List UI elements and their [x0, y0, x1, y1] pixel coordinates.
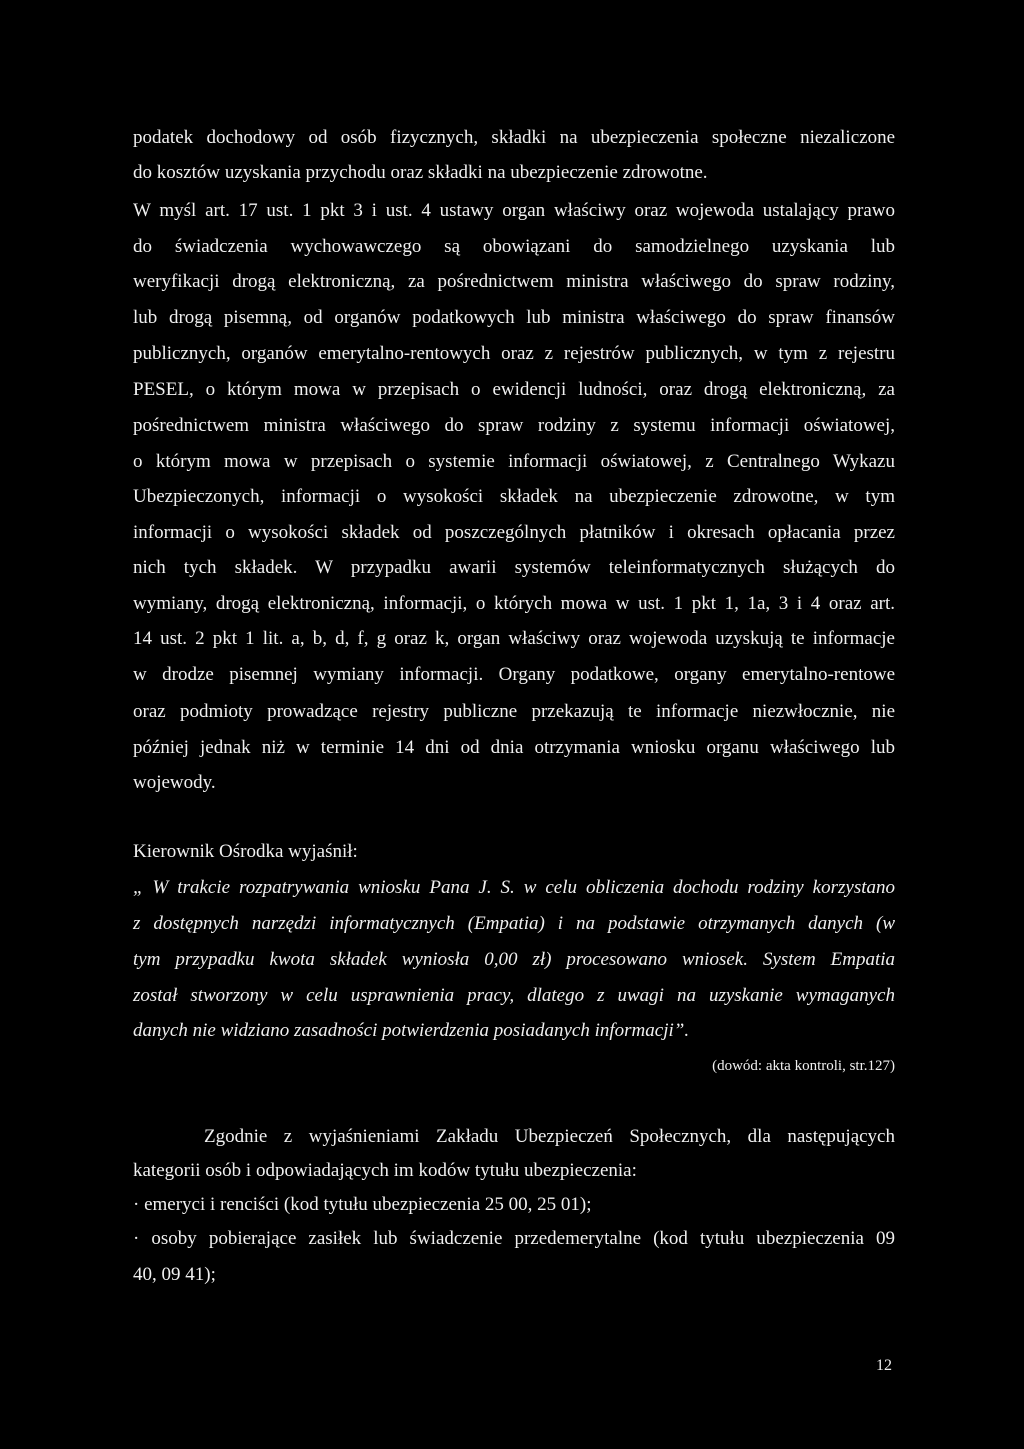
text-line: podatek dochodowy od osób fizycznych, składki na ubezpieczenia społeczne niezaliczone: [133, 127, 895, 148]
text-line: 40, 09 41);: [133, 1264, 216, 1285]
text-line: wymiany, drogą elektroniczną, informacji, o których mowa w ust. 1 pkt 1, 1a, 3 i 4 oraz art.: [133, 593, 895, 614]
quote-line: danych nie widziano zasadności potwierdzenia posiadanych informacji”.: [133, 1020, 690, 1041]
text-line: Ubezpieczonych, informacji o wysokości składek na ubezpieczenie zdrowotne, w tym: [133, 486, 895, 507]
text-line: nich tych składek. W przypadku awarii systemów teleinformatycznych służących do: [133, 557, 895, 578]
text-line: do kosztów uzyskania przychodu oraz składki na ubezpieczenie zdrowotne.: [133, 162, 708, 183]
text-line: weryfikacji drogą elektroniczną, za pośrednictwem ministra właściwego do spraw rodziny,: [133, 271, 895, 292]
quote-line: z dostępnych narzędzi informatycznych (Empatia) i na podstawie otrzymanych danych (w: [133, 913, 895, 934]
text-line: do świadczenia wychowawczego są obowiązani do samodzielnego uzyskania lub: [133, 236, 895, 257]
text-line: wojewody.: [133, 772, 216, 793]
quote-line: „ W trakcie rozpatrywania wniosku Pana J. S. w celu obliczenia dochodu rodziny korzystano: [133, 877, 895, 898]
quote-line: został stworzony w celu usprawnienia pracy, dlatego z uwagi na uzyskanie wymaganych: [133, 985, 895, 1006]
text-line: oraz podmioty prowadzące rejestry publiczne przekazują te informacje niezwłocznie, nie: [133, 701, 895, 722]
text-line: lub drogą pisemną, od organów podatkowych lub ministra właściwego do spraw finansów: [133, 307, 895, 328]
text-line: PESEL, o którym mowa w przepisach o ewidencji ludności, oraz drogą elektroniczną, za: [133, 379, 895, 400]
evidence-citation: (dowód: akta kontroli, str.127): [712, 1058, 895, 1074]
text-line: W myśl art. 17 ust. 1 pkt 3 i ust. 4 ustawy organ właściwy oraz wojewoda ustalający prawo: [133, 200, 895, 221]
page-number: 12: [876, 1357, 892, 1374]
list-item: · osoby pobierające zasiłek lub świadczenie przedemerytalne (kod tytułu ubezpieczenia 09: [133, 1228, 895, 1249]
text-line: Zgodnie z wyjaśnieniami Zakładu Ubezpieczeń Społecznych, dla następujących: [204, 1126, 895, 1147]
intro-line: Kierownik Ośrodka wyjaśnił:: [133, 841, 358, 862]
text-line: 14 ust. 2 pkt 1 lit. a, b, d, f, g oraz k, organ właściwy oraz wojewoda uzyskują te informacje: [133, 628, 895, 649]
text-line: w drodze pisemnej wymiany informacji. Organy podatkowe, organy emerytalno-rentowe: [133, 664, 895, 685]
text-line: pośrednictwem ministra właściwego do spraw rodziny z systemu informacji oświatowej,: [133, 415, 895, 436]
list-item: · emeryci i renciści (kod tytułu ubezpieczenia 25 00, 25 01);: [133, 1194, 592, 1215]
text-line: o którym mowa w przepisach o systemie informacji oświatowej, z Centralnego Wykazu: [133, 451, 895, 472]
text-line: kategorii osób i odpowiadających im kodów tytułu ubezpieczenia:: [133, 1160, 637, 1181]
text-line: publicznych, organów emerytalno-rentowych oraz z rejestrów publicznych, w tym z rejestru: [133, 343, 895, 364]
quote-line: tym przypadku kwota składek wyniosła 0,00 zł) procesowano wniosek. System Empatia: [133, 949, 895, 970]
text-line: informacji o wysokości składek od poszczególnych płatników i okresach opłacania przez: [133, 522, 895, 543]
text-line: później jednak niż w terminie 14 dni od dnia otrzymania wniosku organu właściwego lub: [133, 737, 895, 758]
